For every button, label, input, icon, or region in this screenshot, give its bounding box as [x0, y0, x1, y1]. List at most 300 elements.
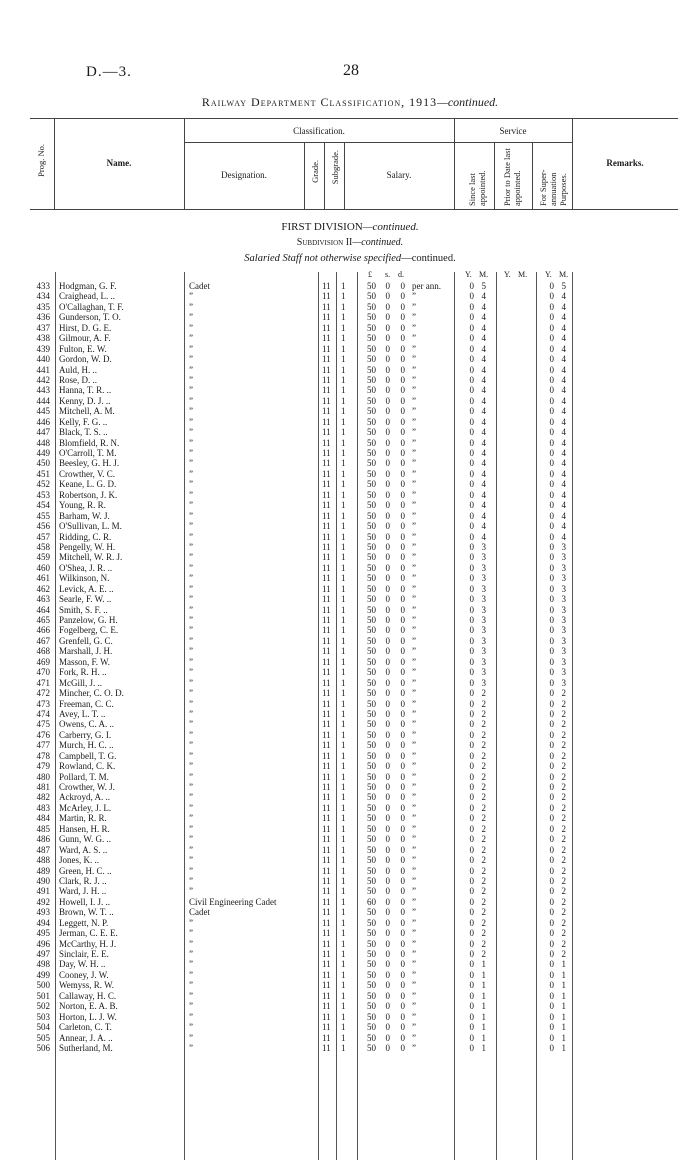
superannuation-years-cell: 0: [549, 677, 554, 688]
subgrade-cell: 1: [341, 844, 346, 855]
since-last-months-cell: 2: [481, 886, 486, 897]
salary-pence-cell: 0: [400, 312, 405, 323]
grade-cell: 11: [322, 333, 331, 344]
since-last-months-cell: 2: [481, 917, 486, 928]
subgrade-cell: 1: [341, 635, 346, 646]
since-last-months-cell: 2: [481, 802, 486, 813]
shillings-unit: s.: [385, 270, 391, 279]
salary-pence-cell: 0: [400, 740, 405, 751]
superannuation-years-cell: 0: [549, 395, 554, 406]
prog-no-cell: 488: [36, 855, 50, 866]
since-last-years-cell: 0: [469, 594, 474, 605]
designation-cell: ”: [189, 980, 193, 991]
since-last-years-cell: 0: [469, 865, 474, 876]
prog-no-cell: 447: [36, 427, 50, 438]
salary-pounds-cell: 50: [367, 301, 376, 312]
since-last-months-cell: 2: [481, 813, 486, 824]
superannuation-years-cell: 0: [549, 1022, 554, 1033]
name-cell: Marshall, J. H.: [59, 646, 113, 657]
since-last-years-cell: 0: [469, 896, 474, 907]
superannuation-years-cell: 0: [549, 875, 554, 886]
since-last-months-cell: 2: [481, 708, 486, 719]
superannuation-years-cell: 0: [549, 928, 554, 939]
table-row: [0, 448, 700, 458]
salary-pounds-cell: 50: [367, 448, 376, 458]
superannuation-months-cell: 3: [561, 541, 566, 552]
superannuation-years-cell: 0: [549, 615, 554, 625]
grade-cell: 11: [322, 959, 331, 970]
salary-shillings-cell: 0: [385, 281, 390, 291]
subgrade-cell: 1: [341, 281, 346, 291]
salary-pence-cell: 0: [400, 385, 405, 396]
superannuation-years-cell: 0: [549, 374, 554, 385]
table-row: [0, 511, 700, 521]
since-last-years-cell: 0: [469, 729, 474, 740]
since-last-months-cell: 4: [481, 500, 486, 511]
prior-y-unit: Y.: [504, 270, 511, 279]
grade-cell: 11: [322, 489, 331, 500]
table-row: [0, 699, 700, 709]
since-last-years-cell: 0: [469, 667, 474, 678]
subgrade-cell: 1: [341, 656, 346, 667]
since-last-months-cell: 4: [481, 395, 486, 406]
table-row: [0, 646, 700, 656]
designation-cell: ”: [189, 552, 193, 563]
salary-shillings-cell: 0: [385, 374, 390, 385]
salary-pence-cell: 0: [400, 354, 405, 365]
salary-period-cell: ”: [412, 698, 416, 709]
prog-no-cell: 457: [36, 531, 50, 542]
subgrade-cell: 1: [341, 802, 346, 813]
salary-shillings-cell: 0: [385, 875, 390, 886]
salary-shillings-cell: 0: [385, 312, 390, 323]
grade-cell: 11: [322, 312, 331, 323]
name-cell: Mitchell, A. M.: [59, 406, 115, 417]
since-last-years-cell: 0: [469, 1011, 474, 1022]
superannuation-months-cell: 4: [561, 437, 566, 448]
prog-no-cell: 449: [36, 448, 50, 458]
superannuation-years-cell: 0: [549, 907, 554, 918]
salary-period-cell: ”: [412, 865, 416, 876]
salary-pence-cell: 0: [400, 802, 405, 813]
superannuation-months-cell: 2: [561, 782, 566, 792]
staff-note: [0, 253, 700, 264]
designation-cell: ”: [189, 291, 193, 302]
grade-cell: 11: [322, 468, 331, 479]
designation-cell: ”: [189, 740, 193, 751]
since-last-years-cell: 0: [469, 510, 474, 521]
grade-cell: 11: [322, 1042, 331, 1053]
designation-cell: ”: [189, 802, 193, 813]
salary-pounds-cell: 50: [367, 855, 376, 866]
superannuation-years-cell: 0: [549, 448, 554, 458]
table-row: [0, 406, 700, 416]
table-row: [0, 980, 700, 990]
superannuation-years-cell: 0: [549, 479, 554, 490]
grade-cell: 11: [322, 729, 331, 740]
table-row: [0, 1012, 700, 1022]
prog-no-cell: 495: [36, 928, 50, 939]
superannuation-years-cell: 0: [549, 646, 554, 657]
prog-no-cell: 482: [36, 792, 50, 803]
salary-pounds-cell: 50: [367, 291, 376, 302]
grade-cell: 11: [322, 604, 331, 615]
subgrade-cell: 1: [341, 761, 346, 772]
subgrade-cell: 1: [341, 406, 346, 417]
designation-cell: ”: [189, 688, 193, 699]
prog-no-cell: 505: [36, 1032, 50, 1043]
table-row: [0, 312, 700, 322]
table-row: [0, 709, 700, 719]
prog-no-cell: 501: [36, 990, 50, 1001]
designation-cell: ”: [189, 479, 193, 490]
since-last-months-cell: 1: [481, 1032, 486, 1043]
name-cell: Beesley, G. H. J.: [59, 458, 120, 469]
salary-shillings-cell: 0: [385, 907, 390, 918]
grade-cell: 11: [322, 635, 331, 646]
since-last-years-cell: 0: [469, 656, 474, 667]
grade-cell: 11: [322, 886, 331, 897]
since-last-months-cell: 2: [481, 855, 486, 866]
superannuation-months-cell: 1: [561, 990, 566, 1001]
designation-cell: ”: [189, 615, 193, 625]
name-cell: Fogelberg, C. E.: [59, 625, 119, 636]
salary-shillings-cell: 0: [385, 802, 390, 813]
salary-pence-cell: 0: [400, 761, 405, 772]
prog-no-cell: 444: [36, 395, 50, 406]
salary-shillings-cell: 0: [385, 291, 390, 302]
superannuation-years-cell: 0: [549, 896, 554, 907]
salary-pence-cell: 0: [400, 782, 405, 792]
salary-period-cell: ”: [412, 385, 416, 396]
table-row: [0, 813, 700, 823]
name-cell: Crowther, V. C.: [59, 468, 116, 479]
table-row: [0, 719, 700, 729]
salary-pounds-cell: 50: [367, 1011, 376, 1022]
superannuation-years-cell: 0: [549, 562, 554, 573]
superannuation-months-cell: 4: [561, 364, 566, 375]
salary-shillings-cell: 0: [385, 928, 390, 939]
name-cell: Howell, I. J. ..: [59, 896, 110, 907]
since-last-years-cell: 0: [469, 761, 474, 772]
designation-cell: ”: [189, 437, 193, 448]
table-row: [0, 876, 700, 886]
salary-pence-cell: 0: [400, 896, 405, 907]
column-header-table: [30, 118, 678, 210]
name-cell: Green, H. C. ..: [59, 865, 112, 876]
superannuation-years-cell: 0: [549, 489, 554, 500]
salary-shillings-cell: 0: [385, 625, 390, 636]
since-last-months-cell: 4: [481, 354, 486, 365]
name-cell: Wemyss, R. W.: [59, 980, 115, 991]
subgrade-cell: 1: [341, 437, 346, 448]
salary-pence-cell: 0: [400, 855, 405, 866]
division-heading: [0, 221, 700, 233]
designation-cell: ”: [189, 1011, 193, 1022]
salary-period-cell: ”: [412, 1011, 416, 1022]
superannuation-header: For Super-annuation Purposes.: [538, 169, 568, 206]
salary-shillings-cell: 0: [385, 583, 390, 594]
since-last-months-cell: 1: [481, 990, 486, 1001]
prog-no-cell: 499: [36, 969, 50, 980]
since-last-months-cell: 4: [481, 312, 486, 323]
grade-cell: 11: [322, 844, 331, 855]
salary-pounds-cell: 50: [367, 823, 376, 834]
page-title-continued: —continued.: [437, 95, 499, 109]
salary-shillings-cell: 0: [385, 500, 390, 511]
subgrade-cell: 1: [341, 374, 346, 385]
name-cell: O'Shea, J. R. ..: [59, 562, 113, 573]
prog-no-cell: 453: [36, 489, 50, 500]
grade-cell: 11: [322, 322, 331, 333]
since-last-years-cell: 0: [469, 625, 474, 636]
superannuation-months-cell: 1: [561, 1042, 566, 1053]
salary-period-cell: ”: [412, 886, 416, 897]
superannuation-months-cell: 1: [561, 980, 566, 991]
subgrade-cell: 1: [341, 395, 346, 406]
since-last-months-cell: 4: [481, 448, 486, 458]
subgrade-cell: 1: [341, 479, 346, 490]
superannuation-months-cell: 4: [561, 312, 566, 323]
salary-shillings-cell: 0: [385, 771, 390, 782]
since-last-months-cell: 2: [481, 928, 486, 939]
prog-no-cell: 472: [36, 688, 50, 699]
subgrade-cell: 1: [341, 1022, 346, 1033]
table-row: [0, 824, 700, 834]
superannuation-years-cell: 0: [549, 771, 554, 782]
table-row: [0, 959, 700, 969]
superannuation-years-cell: 0: [549, 583, 554, 594]
prog-no-cell: 459: [36, 552, 50, 563]
grade-cell: 11: [322, 479, 331, 490]
prog-no-cell: 473: [36, 698, 50, 709]
superannuation-months-cell: 2: [561, 740, 566, 751]
superannuation-months-cell: 4: [561, 521, 566, 532]
grade-cell: 11: [322, 562, 331, 573]
subgrade-cell: 1: [341, 823, 346, 834]
salary-period-cell: ”: [412, 688, 416, 699]
classification-header: Classification.: [293, 126, 345, 136]
prog-no-cell: 504: [36, 1022, 50, 1033]
salary-period-cell: ”: [412, 406, 416, 417]
name-cell: Smith, S. F. ..: [59, 604, 108, 615]
since-last-years-cell: 0: [469, 479, 474, 490]
since-last-months-cell: 3: [481, 635, 486, 646]
grade-cell: 11: [322, 656, 331, 667]
salary-pounds-cell: 50: [367, 500, 376, 511]
grade-cell: 11: [322, 802, 331, 813]
salary-pence-cell: 0: [400, 562, 405, 573]
since-last-years-cell: 0: [469, 959, 474, 970]
salary-period-cell: ”: [412, 834, 416, 845]
designation-cell: ”: [189, 729, 193, 740]
since-last-years-cell: 0: [469, 427, 474, 438]
salary-shillings-cell: 0: [385, 1022, 390, 1033]
prog-no-cell: 502: [36, 1001, 50, 1012]
subdivision-heading: [0, 237, 700, 248]
superannuation-months-cell: 2: [561, 949, 566, 959]
salary-pence-cell: 0: [400, 980, 405, 991]
since-last-years-cell: 0: [469, 844, 474, 855]
division-heading-continued: —continued.: [362, 221, 419, 233]
since-last-years-cell: 0: [469, 489, 474, 500]
salary-pence-cell: 0: [400, 531, 405, 542]
salary-period-cell: ”: [412, 949, 416, 959]
prog-no-cell: 503: [36, 1011, 50, 1022]
subgrade-cell: 1: [341, 573, 346, 584]
salary-period-cell: ”: [412, 729, 416, 740]
salary-pounds-cell: 50: [367, 865, 376, 876]
superannuation-months-cell: 2: [561, 834, 566, 845]
superannuation-years-cell: 0: [549, 354, 554, 365]
salary-period-cell: ”: [412, 573, 416, 584]
salary-period-cell: ”: [412, 604, 416, 615]
table-row: [0, 834, 700, 844]
name-cell: Ward, A. S. ..: [59, 844, 108, 855]
salary-shillings-cell: 0: [385, 333, 390, 344]
salary-pounds-cell: 50: [367, 635, 376, 646]
prog-no-cell: 491: [36, 886, 50, 897]
salary-pounds-cell: 50: [367, 312, 376, 323]
salary-shillings-cell: 0: [385, 792, 390, 803]
subgrade-cell: 1: [341, 594, 346, 605]
salary-period-cell: ”: [412, 969, 416, 980]
header-subrule: [454, 142, 572, 143]
grade-cell: 11: [322, 708, 331, 719]
salary-pounds-cell: 50: [367, 886, 376, 897]
table-row: [0, 991, 700, 1001]
salary-pence-cell: 0: [400, 604, 405, 615]
grade-cell: 11: [322, 301, 331, 312]
since-last-years-cell: 0: [469, 312, 474, 323]
salary-shillings-cell: 0: [385, 594, 390, 605]
salary-pence-cell: 0: [400, 729, 405, 740]
salary-shillings-cell: 0: [385, 969, 390, 980]
designation-cell: ”: [189, 823, 193, 834]
superannuation-months-cell: 2: [561, 708, 566, 719]
superannuation-months-cell: 4: [561, 531, 566, 542]
table-row: [0, 1001, 700, 1011]
designation-cell: ”: [189, 834, 193, 845]
designation-cell: ”: [189, 677, 193, 688]
salary-period-cell: ”: [412, 615, 416, 625]
superannuation-months-cell: 3: [561, 625, 566, 636]
prog-no-cell: 465: [36, 615, 50, 625]
subgrade-cell: 1: [341, 907, 346, 918]
grade-cell: 11: [322, 1022, 331, 1033]
designation-cell: ”: [189, 562, 193, 573]
name-cell: Auld, H. ..: [59, 364, 97, 375]
grade-cell: 11: [322, 625, 331, 636]
grade-cell: 11: [322, 771, 331, 782]
salary-period-cell: ”: [412, 907, 416, 918]
since-last-months-cell: 2: [481, 729, 486, 740]
designation-cell: ”: [189, 301, 193, 312]
salary-period-cell: ”: [412, 521, 416, 532]
name-cell: Gilmour, A. F.: [59, 333, 111, 344]
superannuation-years-cell: 0: [549, 980, 554, 991]
since-last-months-cell: 3: [481, 541, 486, 552]
salary-period-cell: ”: [412, 990, 416, 1001]
since-last-years-cell: 0: [469, 886, 474, 897]
subgrade-cell: 1: [341, 1042, 346, 1053]
name-cell: Clark, R. J. ..: [59, 875, 107, 886]
since-last-years-cell: 0: [469, 677, 474, 688]
prog-no-cell: 506: [36, 1042, 50, 1053]
subgrade-cell: 1: [341, 500, 346, 511]
salary-shillings-cell: 0: [385, 437, 390, 448]
salary-shillings-cell: 0: [385, 604, 390, 615]
salary-period-cell: ”: [412, 813, 416, 824]
salary-pence-cell: 0: [400, 656, 405, 667]
name-cell: Hanna, T. R. ..: [59, 385, 112, 396]
prog-no-cell: 481: [36, 782, 50, 792]
salary-shillings-cell: 0: [385, 385, 390, 396]
salary-pounds-cell: 50: [367, 656, 376, 667]
table-row: [0, 657, 700, 667]
salary-pounds-cell: 50: [367, 698, 376, 709]
grade-cell: 11: [322, 834, 331, 845]
superannuation-months-cell: 4: [561, 301, 566, 312]
superannuation-years-cell: 0: [549, 458, 554, 469]
grade-cell: 11: [322, 865, 331, 876]
since-last-months-cell: 2: [481, 698, 486, 709]
since-last-months-cell: 2: [481, 896, 486, 907]
since-last-months-cell: 5: [481, 281, 486, 291]
name-cell: Gordon, W. D.: [59, 354, 112, 365]
salary-pence-cell: 0: [400, 301, 405, 312]
salary-shillings-cell: 0: [385, 573, 390, 584]
grade-cell: 11: [322, 750, 331, 761]
salary-shillings-cell: 0: [385, 677, 390, 688]
name-cell: Levick, A. E. ..: [59, 583, 114, 594]
name-cell: Carleton, C. T.: [59, 1022, 112, 1033]
designation-cell: ”: [189, 719, 193, 730]
grade-cell: 11: [322, 500, 331, 511]
subgrade-cell: 1: [341, 792, 346, 803]
salary-pence-cell: 0: [400, 448, 405, 458]
designation-cell: ”: [189, 343, 193, 354]
superannuation-months-cell: 2: [561, 907, 566, 918]
designation-cell: ”: [189, 406, 193, 417]
designation-cell: ”: [189, 500, 193, 511]
table-row: [0, 594, 700, 604]
salary-period-cell: ”: [412, 312, 416, 323]
table-row: [0, 521, 700, 531]
salary-pounds-cell: 50: [367, 479, 376, 490]
name-cell: Grenfell, G. C.: [59, 635, 113, 646]
superannuation-months-cell: 2: [561, 792, 566, 803]
salary-pounds-cell: 50: [367, 374, 376, 385]
prog-no-cell: 456: [36, 521, 50, 532]
salary-shillings-cell: 0: [385, 343, 390, 354]
name-cell: Keane, L. G. D.: [59, 479, 117, 490]
salary-period-cell: ”: [412, 301, 416, 312]
salary-pence-cell: 0: [400, 813, 405, 824]
designation-cell: ”: [189, 667, 193, 678]
name-cell: Avey, L. T. ..: [59, 708, 106, 719]
name-cell: Jerman, C. E. E.: [59, 928, 118, 939]
designation-cell: ”: [189, 416, 193, 427]
since-last-months-cell: 4: [481, 301, 486, 312]
salary-period-cell: ”: [412, 740, 416, 751]
subgrade-cell: 1: [341, 865, 346, 876]
superannuation-months-cell: 2: [561, 865, 566, 876]
salary-pence-cell: 0: [400, 635, 405, 646]
salary-shillings-cell: 0: [385, 740, 390, 751]
superannuation-months-cell: 2: [561, 802, 566, 813]
salary-period-cell: ”: [412, 750, 416, 761]
